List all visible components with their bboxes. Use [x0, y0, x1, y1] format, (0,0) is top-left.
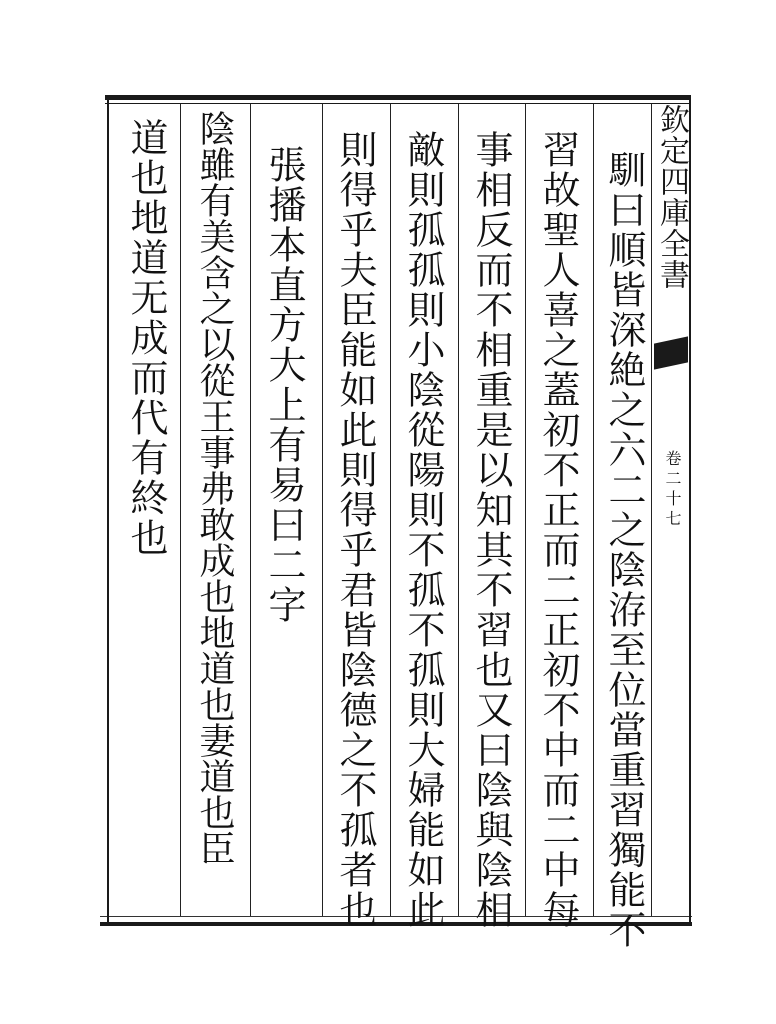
volume-label: 卷二十七	[663, 450, 682, 530]
column-divider	[180, 104, 181, 916]
fishtail-mark-icon	[654, 336, 688, 369]
column-divider	[250, 104, 251, 916]
column-divider	[390, 104, 391, 916]
text-column-3: 事相反而不相重是以知其不習也又曰陰與陰相	[469, 130, 513, 930]
text-column-8: 道也地道无成而代有終也	[124, 118, 168, 558]
border-top	[105, 95, 691, 100]
text-column-4: 敵則孤孤則小陰從陽則不孤不孤則大婦能如此	[401, 130, 445, 930]
border-top-inner	[105, 103, 691, 104]
book-title: 欽定四庫全書	[654, 104, 689, 290]
border-left	[107, 98, 109, 924]
column-divider	[322, 104, 323, 916]
column-divider	[525, 104, 526, 916]
text-column-7: 陰雖有美含之以從王事弗敢成也地道也妻道也臣	[194, 110, 235, 866]
column-divider	[593, 104, 594, 916]
text-column-1: 馴曰順皆深絶之六二之陰洊至位當重習獨能不	[602, 150, 646, 950]
text-column-5: 則得乎夫臣能如此則得乎君皆陰德之不孤者也	[333, 130, 377, 930]
column-divider	[458, 104, 459, 916]
annotation-column: 張播本直方大上有易曰二字	[262, 145, 306, 625]
text-column-2: 習故聖人喜之蓋初不正而二正初不中而二中每	[536, 130, 580, 930]
